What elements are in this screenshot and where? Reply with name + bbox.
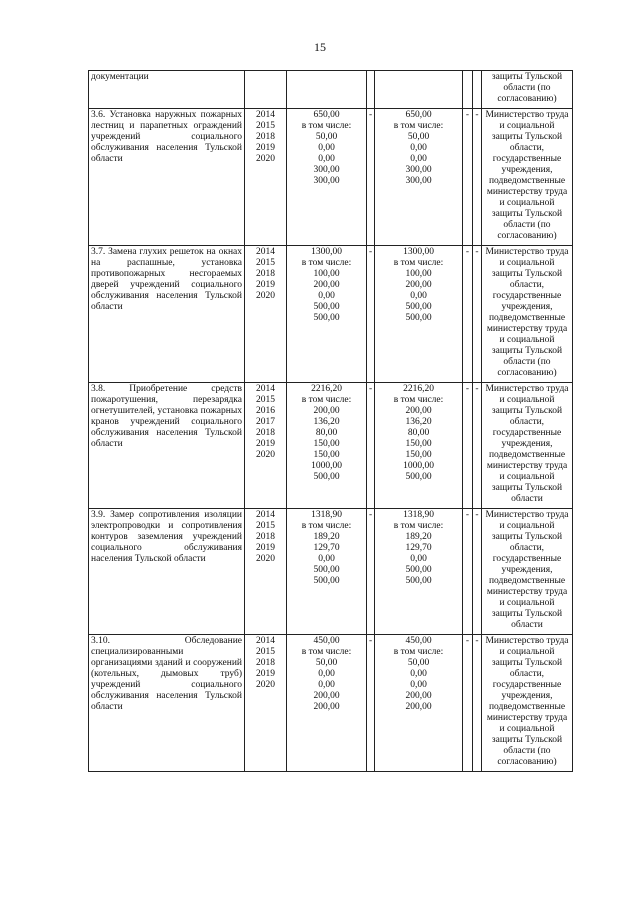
description-text: 3.6. Установка наружных пожарных лестниц и парапетных ограждений учреждений социального обслуживания населения Тульской области	[91, 110, 242, 164]
year-value: 100,00	[405, 269, 432, 279]
dash-cell	[367, 509, 375, 635]
responsible-line: области,	[509, 543, 545, 553]
year: 2019	[256, 143, 275, 153]
dash-cell	[367, 383, 375, 509]
total-value: 450,00	[405, 636, 432, 646]
year-value: 200,00	[313, 280, 340, 290]
responsible-line: и социальной	[499, 647, 555, 657]
year: 2014	[256, 636, 275, 646]
total-cell	[287, 509, 367, 635]
responsible-line: защиты Тульской	[491, 132, 563, 142]
dash-mark: -	[465, 110, 470, 120]
total-cell	[287, 109, 367, 246]
responsible-line: согласованию)	[497, 757, 557, 767]
year: 2019	[256, 280, 275, 290]
dash-cell	[463, 509, 473, 635]
responsible-cell	[482, 246, 573, 383]
year: 2017	[256, 417, 275, 427]
row-description	[89, 109, 245, 246]
years-cell	[245, 109, 287, 246]
years-cell	[245, 509, 287, 635]
dash-mark: -	[475, 510, 479, 520]
responsible-line: области,	[509, 417, 545, 427]
row-description	[89, 383, 245, 509]
year: 2020	[256, 680, 275, 690]
regional-cell	[375, 635, 463, 772]
dash-cell	[367, 635, 375, 772]
year: 2015	[256, 258, 275, 268]
year-value: 0,00	[318, 143, 335, 153]
dash-cell	[473, 109, 482, 246]
year-value: 150,00	[405, 439, 432, 449]
year-value: 200,00	[405, 406, 432, 416]
year: 2018	[256, 532, 275, 542]
year-value: 500,00	[313, 576, 340, 586]
responsible-line: Министерство труда	[485, 110, 569, 120]
year-value: 80,00	[407, 428, 430, 438]
responsible-line: подведомственные	[488, 176, 566, 186]
years-cell	[245, 71, 287, 109]
dash-cell	[367, 71, 375, 109]
table-row-continuation	[89, 71, 573, 109]
year: 2018	[256, 269, 275, 279]
year-value: 136,20	[405, 417, 432, 427]
row-description	[89, 509, 245, 635]
row-description	[89, 246, 245, 383]
responsible-line: подведомственные	[488, 702, 566, 712]
year-value: 150,00	[313, 439, 340, 449]
responsible-line: области,	[509, 280, 545, 290]
year-value: 150,00	[405, 450, 432, 460]
responsible-line: Министерство труда	[485, 384, 569, 394]
responsible-line: государственные	[492, 154, 562, 164]
dash-mark: -	[369, 384, 373, 394]
total-value: 650,00	[405, 110, 432, 120]
year-value: 200,00	[405, 280, 432, 290]
including-label: в том числе:	[393, 521, 444, 531]
year-value: 1000,00	[403, 461, 434, 471]
responsible-cell	[482, 635, 573, 772]
including-label: в том числе:	[301, 395, 352, 405]
including-label: в том числе:	[393, 258, 444, 268]
year-value: 50,00	[407, 132, 430, 142]
dash-cell	[367, 246, 375, 383]
including-label: в том числе:	[393, 395, 444, 405]
total-value: 1318,90	[311, 510, 342, 520]
responsible-line: учреждения,	[501, 302, 553, 312]
year: 2014	[256, 510, 275, 520]
responsible-line: защиты Тульской	[491, 735, 563, 745]
responsible-line: государственные	[492, 554, 562, 564]
responsible-line: министерству труда	[486, 461, 568, 471]
responsible-line: министерству труда	[486, 187, 568, 197]
responsible-line: защиты Тульской	[491, 658, 563, 668]
total-value: 1300,00	[311, 247, 342, 257]
dash-mark: -	[475, 636, 479, 646]
description-text: 3.9. Замер сопротивления изоляции электропроводки и сопротивления контуров заземления учреждений социального обслуживания населения Тульской области	[91, 510, 242, 564]
responsible-line: Министерство труда	[485, 510, 569, 520]
year-value: 0,00	[410, 669, 427, 679]
total-value: 650,00	[313, 110, 340, 120]
year-value: 500,00	[313, 472, 340, 482]
including-label: в том числе:	[301, 647, 352, 657]
responsible-line: учреждения,	[501, 439, 553, 449]
year-value: 300,00	[313, 165, 340, 175]
responsible-line: подведомственные	[488, 313, 566, 323]
description-text: 3.7. Замена глухих решеток на окнах на распашные, установка противопожарных несгораемых дверей учреждений социального обслуживания населения Тульской области	[91, 247, 242, 312]
responsible-cell	[482, 509, 573, 635]
table-row	[89, 635, 573, 772]
year-value: 500,00	[405, 313, 432, 323]
year-value: 200,00	[405, 702, 432, 712]
dash-mark: -	[369, 247, 373, 257]
total-value: 2216,20	[311, 384, 342, 394]
responsible-line: и социальной	[499, 121, 555, 131]
year: 2019	[256, 439, 275, 449]
year-value: 0,00	[318, 680, 335, 690]
year: 2015	[256, 395, 275, 405]
responsible-line: согласованию)	[497, 368, 557, 378]
year: 2014	[256, 247, 275, 257]
year: 2015	[256, 647, 275, 657]
responsible-line: учреждения,	[501, 165, 553, 175]
responsible-cell	[482, 109, 573, 246]
row-description	[89, 635, 245, 772]
dash-cell	[463, 246, 473, 383]
total-value: 2216,20	[403, 384, 434, 394]
responsible-line: Министерство труда	[485, 247, 569, 257]
dash-cell	[473, 246, 482, 383]
year-value: 200,00	[405, 691, 432, 701]
responsible-line: подведомственные	[488, 576, 566, 586]
regional-cell	[375, 71, 463, 109]
including-label: в том числе:	[393, 647, 444, 657]
year-value: 0,00	[318, 554, 335, 564]
year: 2018	[256, 428, 275, 438]
total-cell	[287, 71, 367, 109]
year-value: 0,00	[410, 143, 427, 153]
responsible-line: Министерство труда	[485, 636, 569, 646]
table-row	[89, 509, 573, 635]
year-value: 0,00	[410, 154, 427, 164]
responsible-line: согласованию)	[497, 94, 557, 104]
year: 2014	[256, 384, 275, 394]
year-value: 129,70	[313, 543, 340, 553]
dash-mark: -	[369, 510, 373, 520]
page-number: 15	[314, 40, 326, 54]
year-value: 500,00	[405, 302, 432, 312]
responsible-line: министерству труда	[486, 587, 568, 597]
year: 2020	[256, 554, 275, 564]
dash-cell	[473, 71, 482, 109]
dash-cell	[463, 71, 473, 109]
year-value: 300,00	[405, 176, 432, 186]
year-value: 0,00	[318, 291, 335, 301]
responsible-line: министерству труда	[486, 713, 568, 723]
responsible-line: и социальной	[499, 198, 555, 208]
dash-cell	[473, 509, 482, 635]
year-value: 1000,00	[311, 461, 342, 471]
dash-cell	[463, 635, 473, 772]
total-value: 450,00	[313, 636, 340, 646]
dash-mark: -	[475, 384, 479, 394]
year-value: 136,20	[313, 417, 340, 427]
dash-mark: -	[369, 636, 373, 646]
year-value: 0,00	[318, 154, 335, 164]
year-value: 500,00	[405, 472, 432, 482]
dash-cell	[473, 383, 482, 509]
dash-mark: -	[369, 110, 373, 120]
year-value: 500,00	[313, 302, 340, 312]
year-value: 100,00	[313, 269, 340, 279]
year-value: 0,00	[410, 291, 427, 301]
responsible-line: учреждения,	[501, 691, 553, 701]
total-value: 1318,90	[403, 510, 434, 520]
dash-mark: -	[475, 110, 479, 120]
year-value: 50,00	[407, 658, 430, 668]
table-body	[89, 71, 573, 772]
year-value: 200,00	[313, 691, 340, 701]
year: 2019	[256, 669, 275, 679]
total-value: 1300,00	[403, 247, 434, 257]
year-value: 200,00	[313, 702, 340, 712]
including-label: в том числе:	[301, 121, 352, 131]
responsible-line: и социальной	[499, 258, 555, 268]
year-value: 189,20	[313, 532, 340, 542]
responsible-line: государственные	[492, 291, 562, 301]
regional-cell	[375, 509, 463, 635]
year: 2020	[256, 450, 275, 460]
responsible-line: области	[511, 620, 543, 630]
responsible-line: и социальной	[499, 521, 555, 531]
responsible-line: области (по	[503, 357, 551, 367]
responsible-line: учреждения,	[501, 565, 553, 575]
dash-cell	[463, 109, 473, 246]
responsible-line: защиты Тульской	[491, 609, 563, 619]
responsible-cell	[482, 383, 573, 509]
responsible-line: области,	[509, 669, 545, 679]
year-value: 0,00	[410, 554, 427, 564]
responsible-line: защиты Тульской	[491, 346, 563, 356]
year: 2018	[256, 132, 275, 142]
year-value: 189,20	[405, 532, 432, 542]
responsible-line: и социальной	[499, 724, 555, 734]
total-cell	[287, 383, 367, 509]
year-value: 50,00	[315, 658, 338, 668]
regional-cell	[375, 246, 463, 383]
year-value: 200,00	[313, 406, 340, 416]
years-cell	[245, 246, 287, 383]
responsible-line: области,	[509, 143, 545, 153]
regional-cell	[375, 383, 463, 509]
program-table	[88, 70, 573, 772]
dash-mark: -	[475, 247, 479, 257]
year-value: 500,00	[313, 313, 340, 323]
table-row	[89, 246, 573, 383]
total-cell	[287, 246, 367, 383]
dash-mark: -	[465, 636, 470, 646]
year-value: 0,00	[318, 669, 335, 679]
table-row	[89, 383, 573, 509]
responsible-line: области (по	[503, 83, 551, 93]
responsible-line: области	[511, 494, 543, 504]
responsible-line: защиты Тульской	[491, 532, 563, 542]
year: 2015	[256, 521, 275, 531]
dash-mark: -	[465, 247, 470, 257]
year: 2018	[256, 658, 275, 668]
year-value: 50,00	[315, 132, 338, 142]
responsible-line: государственные	[492, 428, 562, 438]
including-label: в том числе:	[393, 121, 444, 131]
including-label: в том числе:	[301, 521, 352, 531]
year: 2020	[256, 154, 275, 164]
years-cell	[245, 383, 287, 509]
total-cell	[287, 635, 367, 772]
year: 2020	[256, 291, 275, 301]
responsible-line: и социальной	[499, 395, 555, 405]
year-value: 150,00	[313, 450, 340, 460]
year: 2014	[256, 110, 275, 120]
responsible-line: защиты Тульской	[491, 209, 563, 219]
responsible-line: области (по	[503, 746, 551, 756]
regional-cell	[375, 109, 463, 246]
responsible-line: области (по	[503, 220, 551, 230]
dash-cell	[473, 635, 482, 772]
table-row	[89, 109, 573, 246]
year-value: 300,00	[313, 176, 340, 186]
row-description: документации	[89, 71, 245, 109]
responsible-line: государственные	[492, 680, 562, 690]
responsible-line: защиты Тульской	[491, 406, 563, 416]
year: 2015	[256, 121, 275, 131]
years-cell	[245, 635, 287, 772]
responsible-line: защиты Тульской	[491, 72, 563, 82]
responsible-line: защиты Тульской	[491, 483, 563, 493]
year-value: 500,00	[405, 565, 432, 575]
responsible-line: министерству труда	[486, 324, 568, 334]
year-value: 129,70	[405, 543, 432, 553]
dash-mark: -	[465, 510, 470, 520]
responsible-line: защиты Тульской	[491, 269, 563, 279]
year-value: 300,00	[405, 165, 432, 175]
year: 2016	[256, 406, 275, 416]
responsible-cell	[482, 71, 573, 109]
year: 2019	[256, 543, 275, 553]
dash-cell	[463, 383, 473, 509]
dash-cell	[367, 109, 375, 246]
description-text: 3.10. Обследование специализированными организациями зданий и сооружений (котельных, дымовых труб) учреждений социального обслуживания населения Тульской области	[91, 636, 242, 712]
year-value: 500,00	[313, 565, 340, 575]
including-label: в том числе:	[301, 258, 352, 268]
year-value: 500,00	[405, 576, 432, 586]
year-value: 80,00	[315, 428, 338, 438]
dash-mark: -	[465, 384, 470, 394]
responsible-line: согласованию)	[497, 231, 557, 241]
responsible-line: и социальной	[499, 335, 555, 345]
description-text: 3.8. Приобретение средств пожаротушения, перезарядка огнетушителей, установка пожарных кранов учреждений социального обслуживания населения Тульской области	[91, 384, 242, 449]
responsible-line: и социальной	[499, 598, 555, 608]
responsible-line: и социальной	[499, 472, 555, 482]
responsible-line: подведомственные	[488, 450, 566, 460]
year-value: 0,00	[410, 680, 427, 690]
